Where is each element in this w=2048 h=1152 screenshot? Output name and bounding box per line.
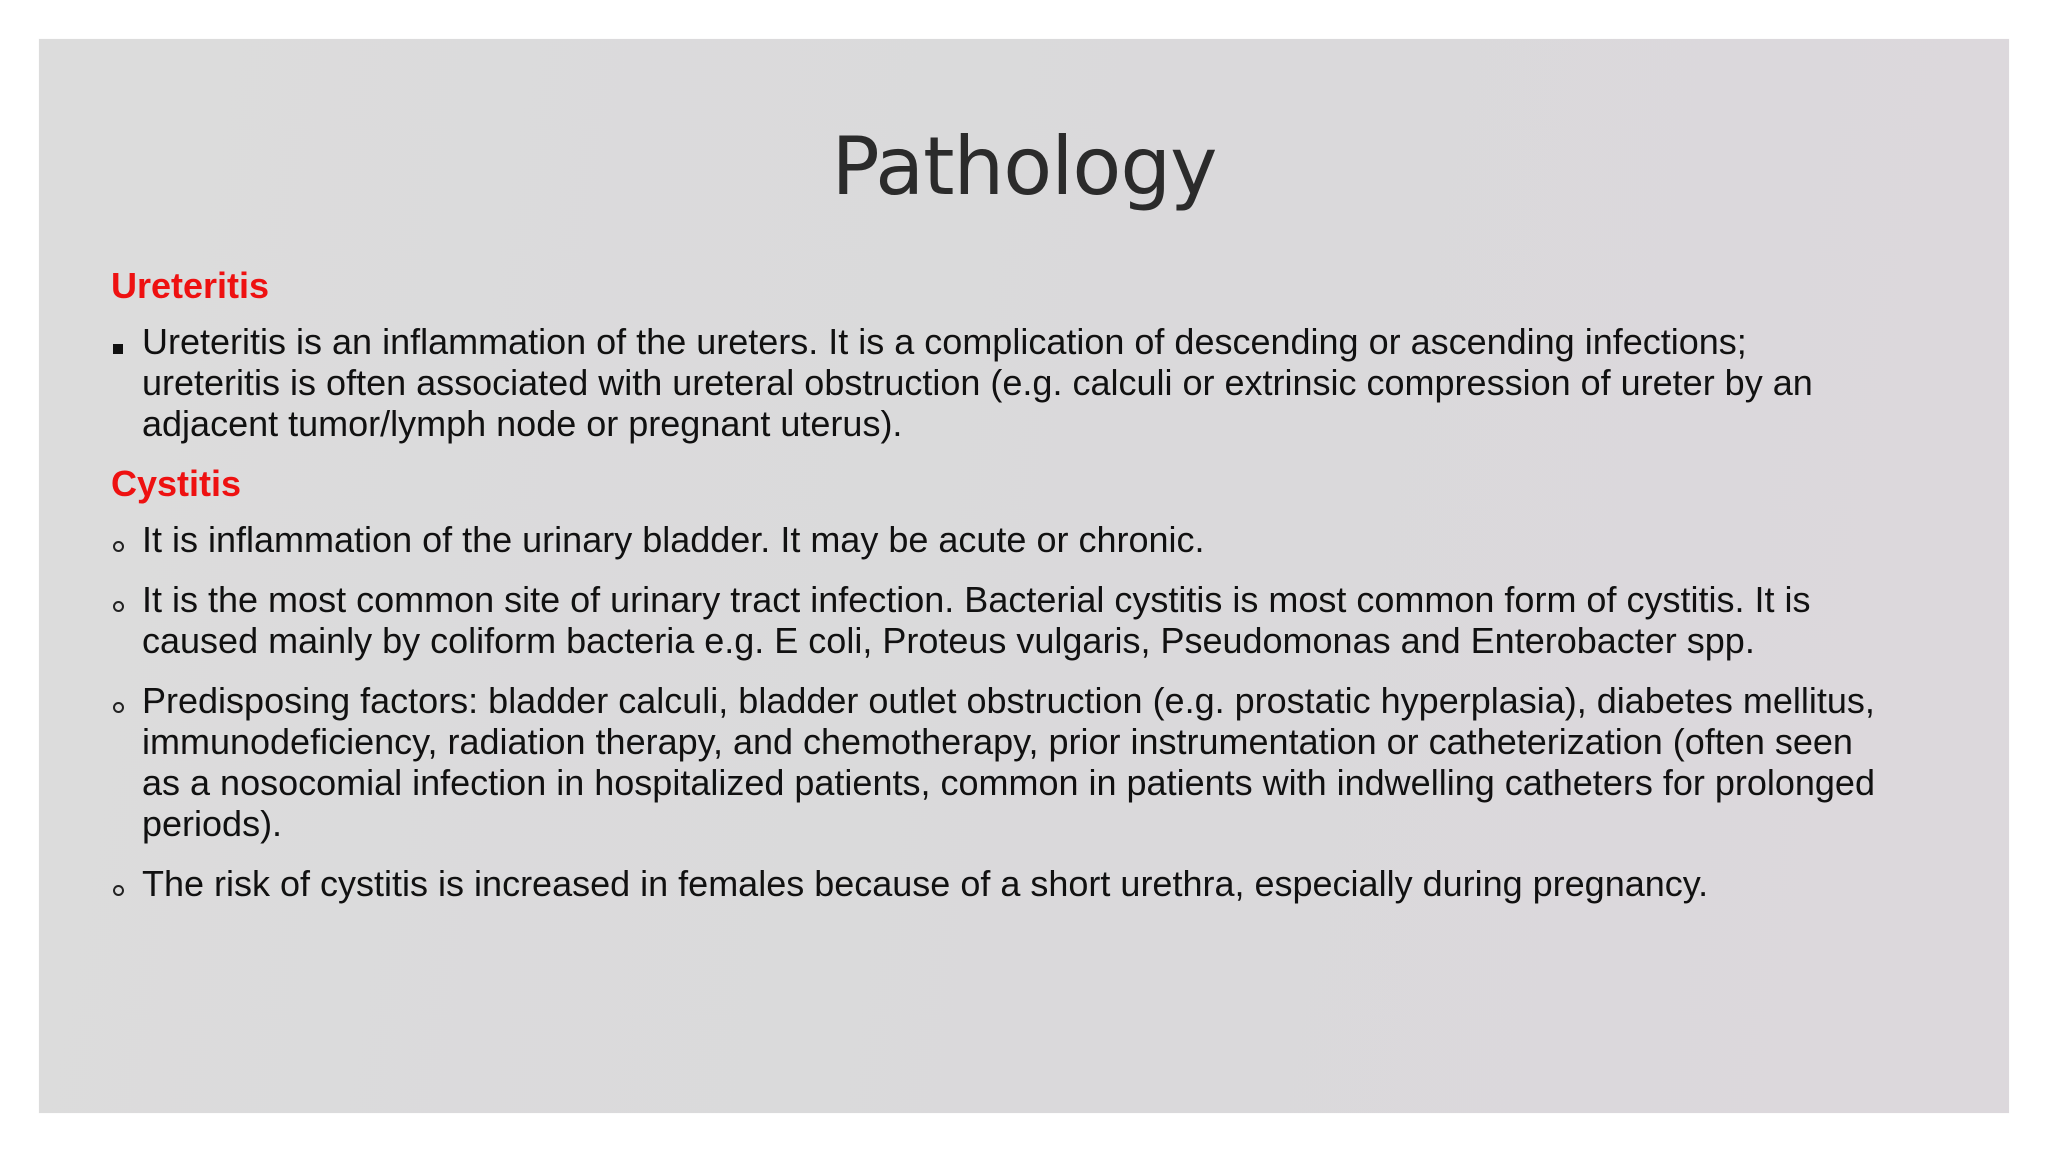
circle-bullet-icon <box>113 579 133 620</box>
slide-content <box>111 265 1891 923</box>
slide-title: Pathology <box>831 120 1217 213</box>
section-heading-cystitis: Cystitis <box>111 463 242 504</box>
slide <box>39 39 2009 1113</box>
bullet-text: Predisposing factors: bladder calculi, bladder outlet obstruction (e.g. prostatic hyperplasia), diabetes mellitus, immunodeficiency, radiation therapy, and chemotherapy, prior instrumentation or catheterization (often seen as a nosocomial infection in hospitalized patients, common in patients with indwelling catheters for prolonged periods). <box>142 680 1875 844</box>
bullet-text: It is inflammation of the urinary bladder. It may be acute or chronic. <box>142 519 1205 560</box>
circle-bullet-icon <box>113 680 133 721</box>
section-heading-ureteritis: Ureteritis <box>111 265 270 306</box>
bullet-text: Ureteritis is an inflammation of the ureters. It is a complication of descending or ascending infections; ureteritis is often associated with ureteral obstruction (e.g. calculi or extrinsic compression of ureter by an adjacent tumor/lymph node or pregnant uterus). <box>142 321 1813 444</box>
circle-bullet-icon <box>113 863 133 904</box>
bullet-item <box>111 680 1891 844</box>
circle-bullet-icon <box>113 519 133 560</box>
bullet-item <box>111 863 1891 904</box>
bullet-item <box>111 519 1891 560</box>
bullet-text: The risk of cystitis is increased in females because of a short urethra, especially during pregnancy. <box>142 863 1709 904</box>
bullet-item <box>111 321 1891 444</box>
bullet-text: It is the most common site of urinary tract infection. Bacterial cystitis is most common form of cystitis. It is caused mainly by coliform bacteria e.g. E coli, Proteus vulgaris, Pseudomonas and Enterobacter spp. <box>142 579 1811 661</box>
square-bullet-icon <box>113 321 133 362</box>
bullet-item <box>111 579 1891 661</box>
